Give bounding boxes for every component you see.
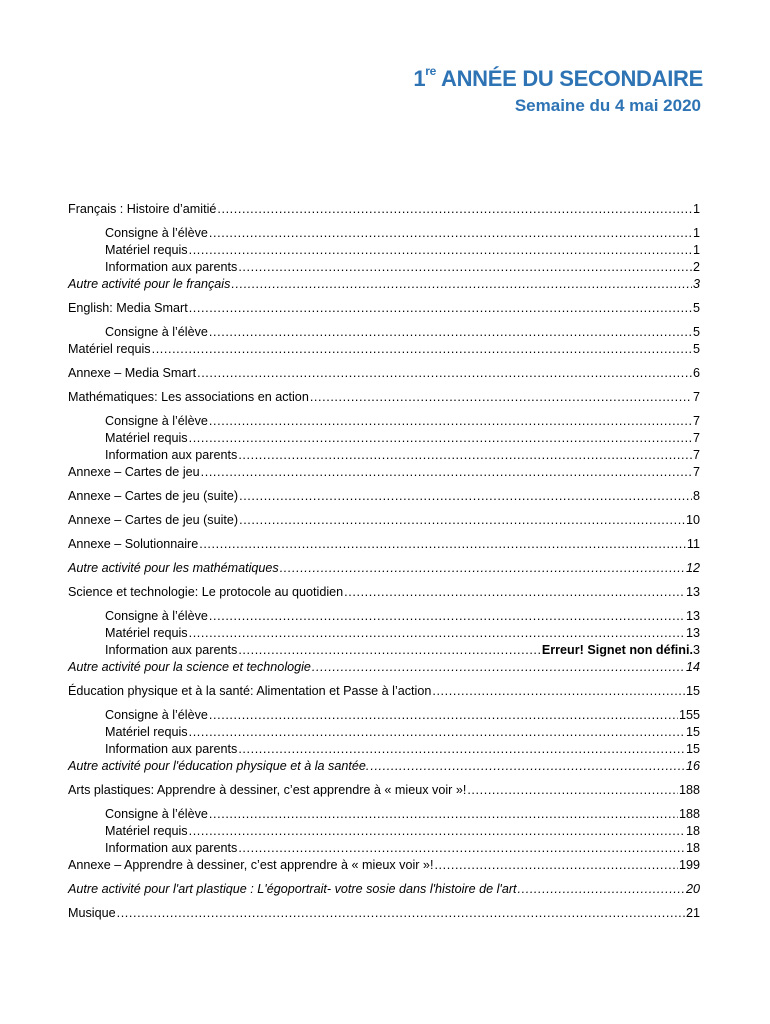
toc-entry[interactable] [68,201,700,218]
toc-entry-label: Annexe – Solutionnaire [68,537,199,551]
toc-leader-dots [310,389,692,406]
document-subtitle: Semaine du 4 mai 2020 [514,96,701,115]
toc-entry-page: 12 [685,561,700,575]
toc-entry-page: 18 [685,824,700,838]
toc-spacer [68,676,700,683]
toc-entry[interactable] [68,683,700,700]
toc-entry-label: Consigne à l’élève [105,325,208,339]
toc-entry[interactable] [68,560,700,577]
toc-entry[interactable] [68,905,700,922]
toc-spacer [68,358,700,365]
toc-leader-dots [189,300,692,317]
toc-leader-dots [189,625,685,642]
toc-entry-page: 13 [685,585,700,599]
toc-leader-dots [239,488,692,505]
toc-entry[interactable] [68,488,700,505]
toc-entry[interactable] [68,806,700,823]
toc-entry[interactable] [68,758,700,775]
title-superscript: re [425,64,436,78]
toc-entry[interactable] [68,782,700,799]
toc-spacer [68,553,700,560]
toc-entry-label: Information aux parents [105,448,238,462]
toc-leader-dots [152,341,692,358]
toc-leader-dots [238,642,541,659]
toc-entry[interactable] [68,625,700,642]
toc-entry[interactable] [68,642,700,659]
toc-leader-dots [189,430,692,447]
toc-entry-page: 7 [692,390,700,404]
toc-entry-label: Matériel requis [105,243,188,257]
toc-spacer [68,799,700,806]
toc-leader-dots [312,659,685,676]
toc-spacer [68,700,700,707]
toc-entry-label: Annexe – Media Smart [68,366,197,380]
toc-spacer [68,481,700,488]
toc-entry-label: Consigne à l’élève [105,807,208,821]
toc-leader-dots [209,707,678,724]
toc-spacer [68,601,700,608]
toc-entry[interactable] [68,840,700,857]
toc-entry[interactable] [68,365,700,382]
toc-spacer [68,775,700,782]
toc-entry[interactable] [68,341,700,358]
toc-entry-page: 1 [692,226,700,240]
toc-leader-dots [467,782,678,799]
toc-entry[interactable] [68,447,700,464]
toc-entry[interactable] [68,512,700,529]
toc-entry-label: Matériel requis [105,626,188,640]
toc-entry-label: Information aux parents [105,742,238,756]
title-text: ANNÉE DU SECONDAIRE [436,66,703,91]
toc-entry-label: Autre activité pour l'art plastique : L'égoportrait- votre sosie dans l'histoire de l'art [68,882,517,896]
toc-leader-dots [209,806,678,823]
toc-leader-dots [238,741,685,758]
toc-leader-dots [231,276,692,293]
toc-entry-label: Autre activité pour la science et technologie [68,660,311,674]
toc-entry[interactable] [68,464,700,481]
toc-entry-page: 7 [692,465,700,479]
table-of-contents [68,201,700,922]
toc-spacer [68,505,700,512]
toc-entry-page: 15 [685,684,700,698]
toc-entry[interactable] [68,413,700,430]
toc-entry-page: 188 [678,783,700,797]
toc-entry-label: Matériel requis [68,342,151,356]
toc-entry[interactable] [68,225,700,242]
toc-entry-page: 199 [678,858,700,872]
toc-entry-label: Français : Histoire d’amitié [68,202,217,216]
toc-entry-page: 15 [685,742,700,756]
toc-entry-page: 10 [685,513,700,527]
toc-leader-dots [238,259,692,276]
toc-spacer [68,406,700,413]
toc-entry-page: 3 [692,643,700,657]
toc-entry-page: 5 [692,325,700,339]
toc-entry[interactable] [68,300,700,317]
toc-entry[interactable] [68,741,700,758]
document-title [413,66,703,92]
toc-entry-label: Information aux parents [105,260,238,274]
toc-entry-label: Autre activité pour l'éducation physique et à la santée. [68,759,370,773]
toc-leader-dots [432,683,685,700]
toc-entry[interactable] [68,584,700,601]
toc-entry[interactable] [68,659,700,676]
toc-entry-label: Musique [68,906,116,920]
toc-entry-label: Information aux parents [105,643,238,657]
toc-entry[interactable] [68,242,700,259]
toc-entry[interactable] [68,608,700,625]
toc-spacer [68,293,700,300]
toc-entry-page: 20 [685,882,700,896]
toc-entry-label: Consigne à l’élève [105,226,208,240]
toc-entry-page: 15 [685,725,700,739]
toc-entry-page: 21 [685,906,700,920]
toc-entry-page: 7 [692,414,700,428]
toc-leader-dots [370,758,685,775]
toc-entry-label: Autre activité pour le français [68,277,231,291]
toc-spacer [68,382,700,389]
toc-leader-dots [344,584,685,601]
toc-leader-dots [199,536,686,553]
toc-entry-page: 155 [678,708,700,722]
toc-leader-dots [117,905,685,922]
toc-entry-page: 5 [692,342,700,356]
toc-entry-label: Matériel requis [105,725,188,739]
toc-entry-label: Matériel requis [105,431,188,445]
toc-entry-page: 6 [692,366,700,380]
toc-leader-dots [189,242,692,259]
toc-leader-dots [197,365,692,382]
toc-entry-page: 18 [685,841,700,855]
toc-entry[interactable] [68,276,700,293]
toc-entry[interactable] [68,857,700,874]
toc-leader-dots [280,560,685,577]
toc-entry-label: Annexe – Cartes de jeu (suite) [68,513,239,527]
toc-leader-dots [238,840,685,857]
toc-entry-page: 1 [692,202,700,216]
toc-entry-label: Information aux parents [105,841,238,855]
toc-leader-dots [239,512,685,529]
toc-entry-label: Arts plastiques: Apprendre à dessiner, c’est apprendre à « mieux voir »! [68,783,467,797]
toc-entry-label: Annexe – Cartes de jeu [68,465,200,479]
toc-entry-label: Autre activité pour les mathématiques [68,561,279,575]
toc-entry-page: 1 [692,243,700,257]
toc-entry-page: 3 [692,277,700,291]
toc-entry-page: 8 [692,489,700,503]
toc-spacer [68,218,700,225]
toc-entry-page: 7 [692,448,700,462]
toc-entry[interactable] [68,259,700,276]
toc-leader-dots [518,881,685,898]
toc-entry-label: Consigne à l’élève [105,708,208,722]
toc-entry[interactable] [68,389,700,406]
toc-entry-page: 13 [685,609,700,623]
toc-entry-label: Consigne à l’élève [105,609,208,623]
toc-entry-label: Éducation physique et à la santé: Alimentation et Passe à l’action [68,684,432,698]
toc-leader-dots [209,608,685,625]
toc-entry-page: 2 [692,260,700,274]
toc-entry-label: Mathématiques: Les associations en action [68,390,309,404]
toc-leader-dots [209,324,692,341]
toc-entry-label: English: Media Smart [68,301,188,315]
toc-spacer [68,529,700,536]
toc-spacer [68,317,700,324]
toc-leader-dots [238,447,692,464]
toc-bookmark-error: Erreur! Signet non défini. [541,643,693,657]
toc-entry-label: Science et technologie: Le protocole au quotidien [68,585,344,599]
toc-entry[interactable] [68,707,700,724]
toc-leader-dots [434,857,678,874]
toc-entry[interactable] [68,536,700,553]
toc-leader-dots [189,724,685,741]
toc-leader-dots [209,225,692,242]
toc-entry[interactable] [68,823,700,840]
toc-entry-label: Consigne à l’élève [105,414,208,428]
toc-entry-label: Annexe – Apprendre à dessiner, c’est apprendre à « mieux voir »! [68,858,434,872]
toc-entry-page: 188 [678,807,700,821]
toc-entry-page: 13 [685,626,700,640]
toc-entry-label: Annexe – Cartes de jeu (suite) [68,489,239,503]
toc-entry[interactable] [68,724,700,741]
toc-leader-dots [201,464,692,481]
toc-entry-page: 5 [692,301,700,315]
toc-entry-page: 14 [685,660,700,674]
toc-spacer [68,898,700,905]
toc-entry[interactable] [68,881,700,898]
toc-entry[interactable] [68,430,700,447]
toc-leader-dots [217,201,692,218]
toc-spacer [68,577,700,584]
title-number: 1 [413,66,426,91]
toc-leader-dots [189,823,685,840]
toc-entry[interactable] [68,324,700,341]
toc-leader-dots [209,413,692,430]
toc-entry-page: 16 [685,759,700,773]
toc-entry-page: 11 [686,537,700,551]
toc-entry-label: Matériel requis [105,824,188,838]
toc-spacer [68,874,700,881]
toc-entry-page: 7 [692,431,700,445]
